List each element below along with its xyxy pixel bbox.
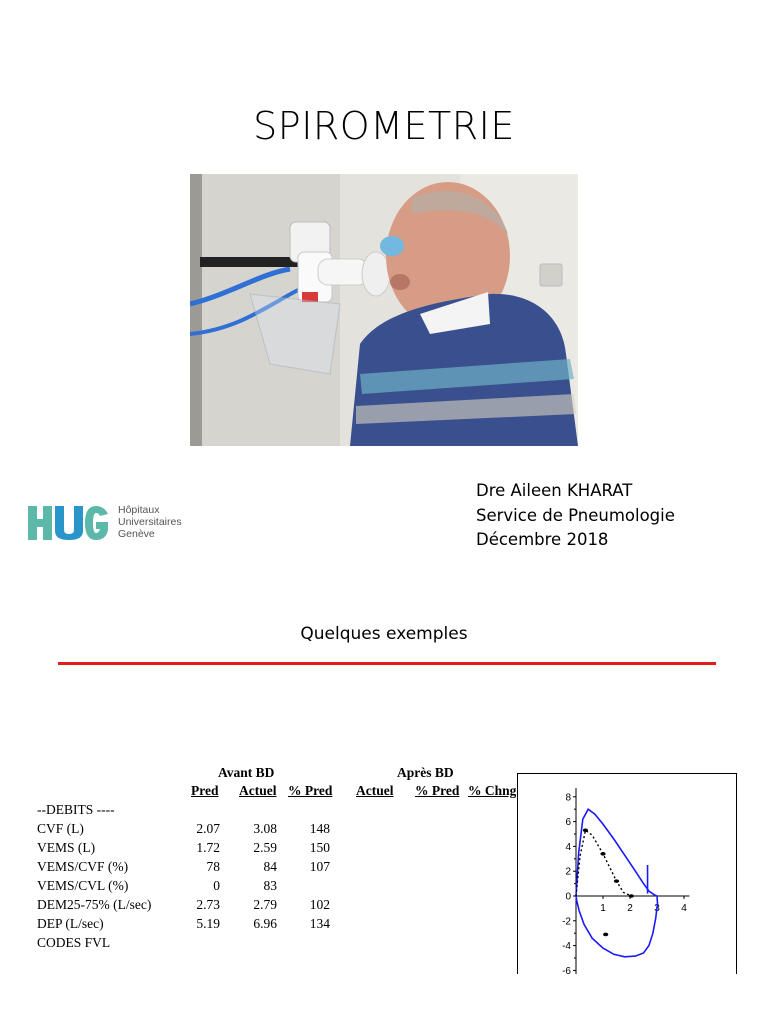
logo-line-1: Hôpitaux xyxy=(118,504,160,516)
data-marker xyxy=(583,828,588,832)
section-subtitle: Quelques exemples xyxy=(300,624,468,644)
row-label: DEM25-75% (L/sec) xyxy=(37,897,152,912)
x-tick-label: 3 xyxy=(654,903,660,914)
author-block xyxy=(476,479,675,553)
data-marker xyxy=(629,894,634,898)
hug-logo xyxy=(28,502,198,544)
red-divider xyxy=(58,662,716,665)
y-tick-label: 8 xyxy=(565,792,571,804)
row-pred: 2.73 xyxy=(196,897,220,912)
row-pred: 1.72 xyxy=(196,840,220,855)
y-tick-label: 2 xyxy=(565,866,571,878)
row-pred: 0 xyxy=(213,878,220,893)
row-label: VEMS/CVL (%) xyxy=(37,878,129,893)
group-before-bd: Avant BD xyxy=(218,765,275,780)
slide-title: SPIROMETRIE xyxy=(253,104,515,148)
author-date: Décembre 2018 xyxy=(476,530,609,549)
y-tick-label: 6 xyxy=(565,817,571,829)
row-actuel: 6.96 xyxy=(253,916,277,931)
header-actuel-after: Actuel xyxy=(356,783,394,798)
row-pct-pred: 148 xyxy=(309,821,330,836)
row-label: DEP (L/sec) xyxy=(37,916,104,931)
row-actuel: 2.79 xyxy=(253,897,277,912)
y-tick-label: -2 xyxy=(562,916,571,928)
header-pct-pred-after: % Pred xyxy=(415,783,460,798)
measured-curve xyxy=(576,809,658,957)
row-pct-pred: 150 xyxy=(309,840,330,855)
y-tick-label: 4 xyxy=(565,841,571,853)
data-marker xyxy=(603,933,608,937)
row-pct-pred: 102 xyxy=(309,897,330,912)
logo-line-3: Genève xyxy=(118,528,155,540)
header-actuel: Actuel xyxy=(239,783,277,798)
row-pred: 2.07 xyxy=(196,821,220,836)
row-actuel: 84 xyxy=(263,859,277,874)
row-pred: 78 xyxy=(206,859,220,874)
row-pct-pred: 107 xyxy=(309,859,330,874)
x-tick-label: 2 xyxy=(627,903,633,914)
y-tick-label: -4 xyxy=(562,941,571,953)
row-label: CVF (L) xyxy=(37,821,84,836)
predicted-curve xyxy=(576,830,631,896)
row-pred: 5.19 xyxy=(196,916,220,931)
row-label: VEMS/CVF (%) xyxy=(37,859,129,874)
data-marker xyxy=(600,852,605,856)
row-label: VEMS (L) xyxy=(37,840,96,855)
logo-line-2: Universitaires xyxy=(118,516,182,528)
group-after-bd: Après BD xyxy=(397,765,454,780)
x-tick-label: 1 xyxy=(600,903,606,914)
x-tick-label: 4 xyxy=(681,903,687,914)
y-tick-label: -6 xyxy=(562,965,571,974)
author-service: Service de Pneumologie xyxy=(476,505,675,525)
flow-volume-svg xyxy=(518,774,736,974)
codes-fvl-label: CODES FVL xyxy=(37,935,111,950)
row-actuel: 3.08 xyxy=(253,821,277,836)
patient-spirometry-photo xyxy=(190,174,578,446)
flow-volume-chart xyxy=(517,773,737,974)
y-tick-label: 0 xyxy=(565,891,571,903)
row-actuel: 83 xyxy=(263,878,277,893)
row-actuel: 2.59 xyxy=(253,840,277,855)
header-pct-chng: % Chng xyxy=(468,783,516,798)
section-debits: --DEBITS ---- xyxy=(37,802,115,817)
header-pct-pred: % Pred xyxy=(288,783,333,798)
header-pred: Pred xyxy=(191,783,219,798)
row-pct-pred: 134 xyxy=(309,916,330,931)
data-marker xyxy=(614,879,619,883)
hug-logo-mark xyxy=(28,502,112,542)
author-name: Dre Aileen KHARAT xyxy=(476,481,633,500)
